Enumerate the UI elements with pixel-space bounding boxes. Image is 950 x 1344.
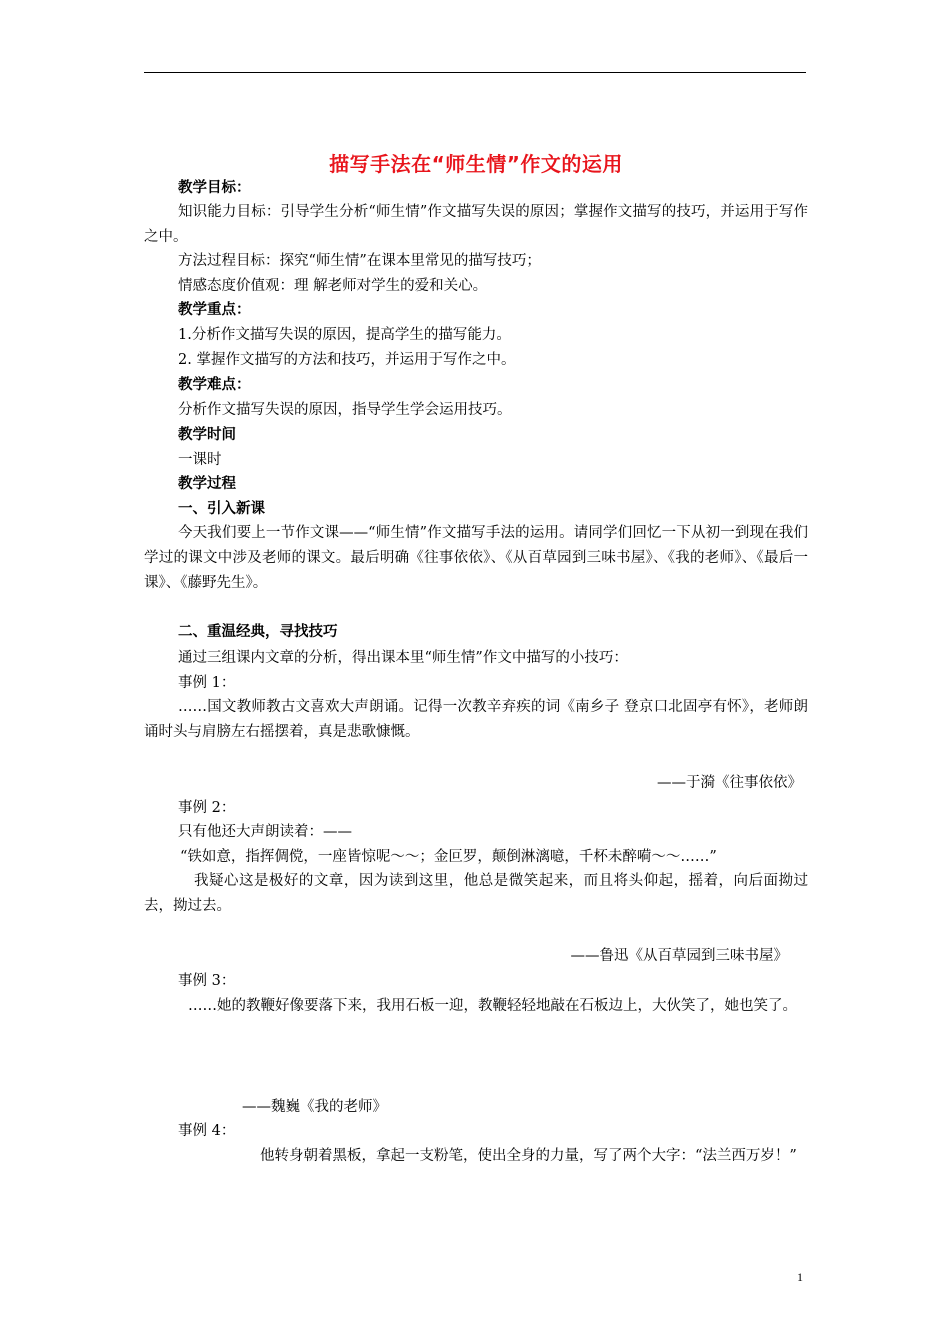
process-heading: 教学过程 — [178, 476, 236, 492]
section1-heading: 一、引入新课 — [178, 501, 265, 517]
example-text: 他转身朝着黑板，拿起一支粉笔，使出全身的力量，写了两个大字：“法兰西万岁！” — [260, 1148, 797, 1164]
goals-heading: 教学目标： — [178, 180, 251, 196]
document-title: 描写手法在“师生情”作文的运用 — [329, 152, 623, 176]
header-rule — [144, 72, 806, 73]
section2-heading: 二、重温经典，寻找技巧 — [178, 624, 338, 640]
example-source: ——于漪《往事依依》 — [657, 775, 802, 791]
example-label: 事例 3： — [178, 973, 236, 989]
example-line: 只有他还大声朗读着：—— — [178, 824, 352, 840]
example-source: ——魏巍《我的老师》 — [242, 1099, 387, 1115]
difficulty-heading: 教学难点： — [178, 377, 251, 393]
example-text: 我疑心这是极好的文章，因为读到这里，他总是微笑起来，而且将头仰起，摇着，向后面拗过去，拗过去。 — [144, 873, 808, 914]
example-text: ……她的教鞭好像要落下来，我用石板一迎，教鞭轻轻地敲在石板边上，大伙笑了，她也笑了。 — [188, 998, 797, 1014]
time-text: 一课时 — [178, 452, 222, 468]
time-heading: 教学时间 — [178, 427, 236, 443]
keypoint-item: 2. 掌握作文描写的方法和技巧，并运用于写作之中。 — [178, 352, 516, 368]
goals-knowledge: 知识能力目标：引导学生分析“师生情”作文描写失误的原因；掌握作文描写的技巧，并运用于写作之中。 — [144, 204, 808, 245]
example-label: 事例 4： — [178, 1123, 236, 1139]
example-label: 事例 2： — [178, 800, 236, 816]
example-source: ——鲁迅《从百草园到三味书屋》 — [570, 948, 788, 964]
example-label: 事例 1： — [178, 675, 236, 691]
keypoints-heading: 教学重点： — [178, 302, 251, 318]
goals-method: 方法过程目标：探究“师生情”在课本里常见的描写技巧； — [178, 253, 541, 269]
section2-intro: 通过三组课内文章的分析，得出课本里“师生情”作文中描写的小技巧： — [178, 650, 628, 666]
example-quote: “铁如意，指挥倜傥，一座皆惊呢～～；金叵罗，颠倒淋漓噫，千杯未醉嗬～～……” — [180, 849, 717, 865]
keypoint-item: 1.分析作文描写失误的原因，提高学生的描写能力。 — [178, 327, 511, 343]
example-text: ……国文教师教古文喜欢大声朗诵。记得一次教辛弃疾的词《南乡子 登京口北固亭有怀》，老师朗诵时头与肩膀左右摇摆着，真是悲歌慷慨。 — [144, 699, 808, 740]
page-number: 1 — [797, 1270, 803, 1284]
goals-emotion: 情感态度价值观：理 解老师对学生的爱和关心。 — [178, 278, 488, 294]
section1-text: 今天我们要上一节作文课——“师生情”作文描写手法的运用。请同学们回忆一下从初一到现在我们学过的课文中涉及老师的课文。最后明确《往事依依》、《从百草园到三味书屋》、《我的老师》、《最后一课》、《藤野先生》。 — [144, 525, 808, 591]
difficulty-text: 分析作文描写失误的原因，指导学生学会运用技巧。 — [178, 402, 512, 418]
